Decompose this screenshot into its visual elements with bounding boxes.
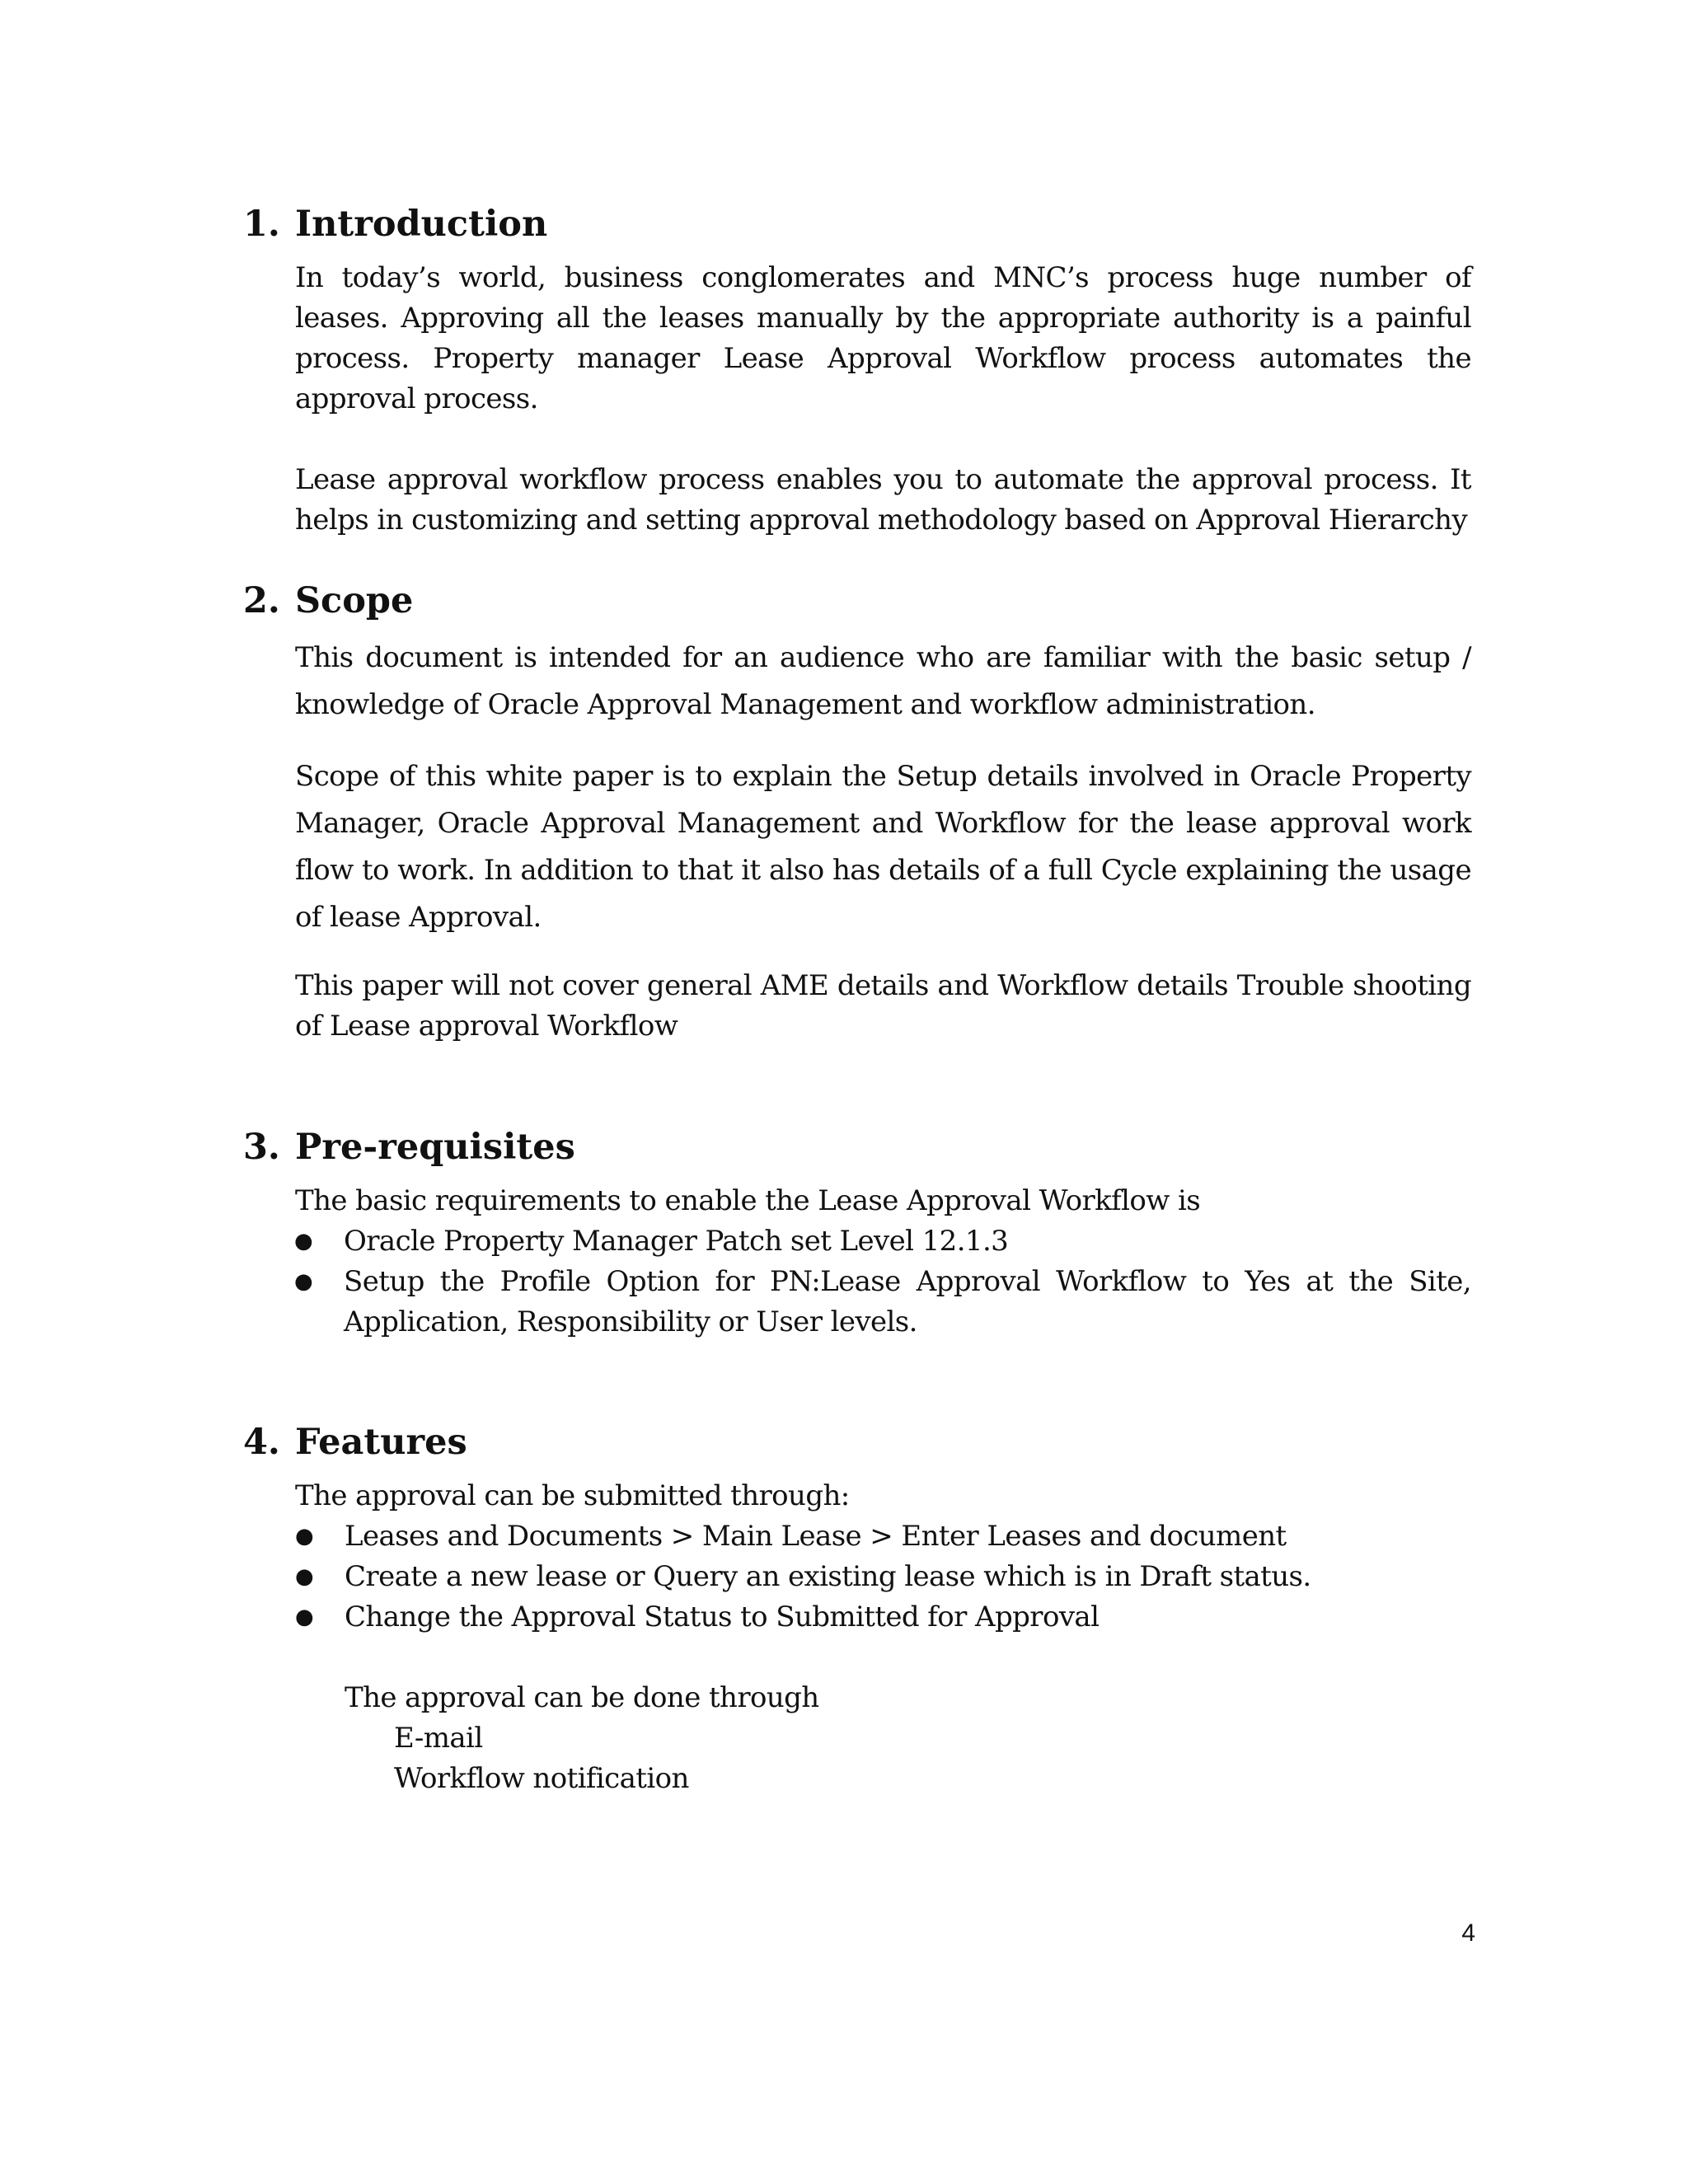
bullet-icon: ● [294,1269,313,1294]
list-item-text: Change the Approval Status to Submitted for Approval [345,1601,1100,1633]
section-number: 2. [243,580,280,621]
section-number: 1. [243,204,280,245]
paragraph: This document is intended for an audience who are familiar with the basic setup / knowledge of Oracle Approval Management and workflow administration. [295,641,1471,721]
section-heading [243,1418,1471,1466]
bullet-icon: ● [295,1564,314,1589]
bullet-icon: ● [295,1524,314,1549]
list-item-text: Setup the Profile Option for PN:Lease Approval Workflow to Yes at the Site, Application, Responsibility or User levels. [344,1265,1471,1338]
section-number: 3. [243,1127,280,1168]
section-prerequisites [243,1123,1471,1343]
list-item [295,1516,1471,1557]
list-item [294,1262,1471,1343]
section-number: 4. [243,1422,280,1463]
paragraph: Lease approval workflow process enables you to automate the approval process. It helps in customizing and setting approval methodology based on Approval Hierarchy [295,463,1471,537]
list-item-text: Leases and Documents > Main Lease > Enter Leases and document [345,1520,1287,1553]
list-item [294,1221,1471,1262]
paragraph: The approval can be submitted through: [295,1479,850,1512]
section-title: Introduction [295,204,548,245]
list-item [295,1597,1471,1638]
paragraph: In today’s world, business conglomerates and MNC’s process huge number of leases. Approving all the leases manually by the appropriate authority is a painful process. Property manager Lease Approval Workflow process automates the approval process. [295,261,1471,415]
bullet-icon: ● [295,1605,314,1629]
bullet-icon: ● [294,1229,313,1254]
bullet-list [294,1221,1471,1343]
list-item [295,1557,1471,1597]
sub-item: E-mail [394,1722,483,1755]
section-heading [243,200,1471,248]
section-heading [243,1123,1471,1171]
section-heading [243,577,1471,625]
paragraph: The basic requirements to enable the Lease Approval Workflow is [295,1184,1201,1217]
paragraph: This paper will not cover general AME details and Workflow details Trouble shooting of Lease approval Workflow [295,969,1471,1043]
section-title: Pre-requisites [295,1127,575,1168]
section-features [243,1418,1471,1799]
list-item-text: Create a new lease or Query an existing lease which is in Draft status. [345,1560,1311,1593]
page-number: 4 [1461,1919,1475,1947]
bullet-list [295,1516,1471,1638]
section-scope [243,577,1471,1047]
list-item-text: Oracle Property Manager Patch set Level 12.1.3 [344,1225,1009,1258]
paragraph: Scope of this white paper is to explain the Setup details involved in Oracle Property Manager, Oracle Approval Management and Workflow for the lease approval work flow to work. In addition to that it also has details of a full Cycle explaining the usage of lease Approval. [295,760,1471,934]
sub-intro: The approval can be done through [345,1681,819,1714]
section-title: Scope [295,580,414,621]
sub-item: Workflow notification [394,1762,689,1795]
section-title: Features [295,1422,467,1463]
section-introduction [243,200,1471,541]
